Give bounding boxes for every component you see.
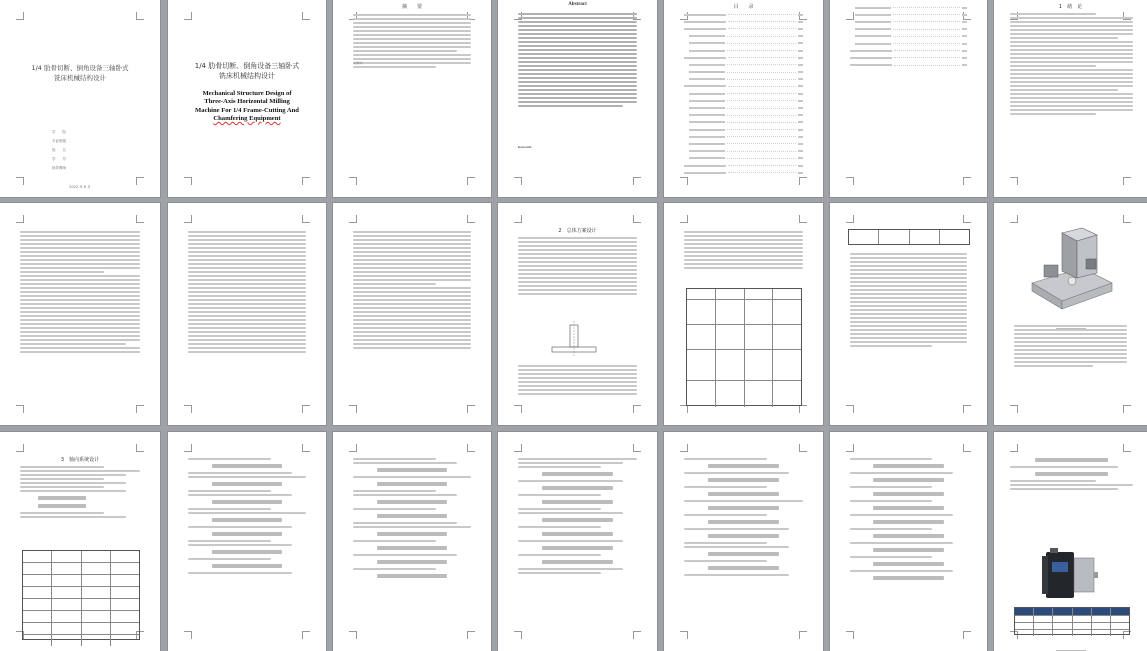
page-body-1[interactable] (0, 203, 160, 425)
page-abstract-en[interactable] (498, 0, 657, 197)
chapter3-heading: 3 轴向系统设计 (60, 457, 100, 463)
abstract-cn-heading: 摘 要 (401, 4, 422, 10)
page-body-2[interactable] (168, 203, 326, 425)
abstract-cn-keywords: 关键词： (353, 61, 366, 65)
calc-5-content (850, 456, 967, 584)
section-diagram (542, 321, 612, 361)
cover-title: 1/4 肋骨切断、倒角设备三轴卧式 铣床机械结构设计 (31, 64, 129, 82)
toc-list-1 (684, 11, 803, 176)
abstract-en-keywords: Keywords: (518, 145, 532, 149)
title-en: Mechanical Structure Design of Three-Axis Horizontal Milling Machine For 1/4 Frame-Cutting And Chamfering Equipment (195, 90, 299, 122)
machine-3d-model (1022, 223, 1118, 315)
calc-3-content (518, 456, 637, 576)
calc-2-content (353, 456, 471, 582)
load-table (22, 550, 140, 640)
body-3-text (353, 229, 471, 351)
param-table (848, 229, 970, 245)
page-title[interactable] (168, 0, 326, 197)
page-design-params[interactable] (830, 203, 987, 425)
calc-1-content (188, 456, 306, 576)
page-chapter2[interactable] (498, 203, 657, 425)
page-abstract-cn[interactable] (333, 0, 491, 197)
table-page-text (684, 229, 803, 271)
abstract-en-heading: Abstract (568, 2, 587, 7)
toc-list-2 (850, 4, 967, 69)
page-calc-5[interactable] (830, 432, 987, 651)
toc-heading: 目 录 (733, 4, 754, 10)
chapter3-text (20, 464, 140, 520)
cover-date: 2022 年 6 月 (69, 185, 91, 189)
cover-info-list: 学 院 专业班级 姓 名 学 号 指导教师 (52, 130, 66, 170)
body-2-text (188, 229, 306, 355)
motor-spec-table (1014, 607, 1130, 635)
title-cn: 1/4 肋骨切断、倒角设备三轴卧式 铣床机械结构设计 (194, 62, 300, 80)
motor-figure-caption (994, 637, 1147, 651)
scheme-table (686, 288, 802, 406)
page-toc-2[interactable] (830, 0, 987, 197)
page-chapter1[interactable] (994, 0, 1147, 197)
page-motor-figure[interactable] (994, 432, 1147, 651)
design-params-text (850, 251, 967, 349)
page-calc-4[interactable] (664, 432, 823, 651)
calc-4-content (684, 456, 803, 578)
page-calc-2[interactable] (333, 432, 491, 651)
page-calc-3[interactable] (498, 432, 657, 651)
chapter2-heading: 2 总体方案设计 (558, 228, 597, 234)
abstract-en-body (518, 11, 637, 109)
body-1-text (20, 229, 140, 355)
abstract-cn-body (353, 12, 471, 70)
chapter1-body (1010, 11, 1133, 117)
page-body-3[interactable] (333, 203, 491, 425)
page-machine-figure[interactable] (994, 203, 1147, 425)
page-toc-1[interactable] (664, 0, 823, 197)
chapter2-text-2 (518, 363, 637, 397)
chapter2-text (518, 235, 637, 297)
servo-motor-image (1040, 546, 1100, 604)
page-chapter3[interactable] (0, 432, 160, 651)
machine-page-text (1014, 323, 1127, 369)
motor-page-text (1010, 454, 1133, 492)
page-table[interactable] (664, 203, 823, 425)
chapter1-heading: 1 绪 论 (1058, 4, 1083, 10)
page-cover[interactable] (0, 0, 160, 197)
page-calc-1[interactable] (168, 432, 326, 651)
